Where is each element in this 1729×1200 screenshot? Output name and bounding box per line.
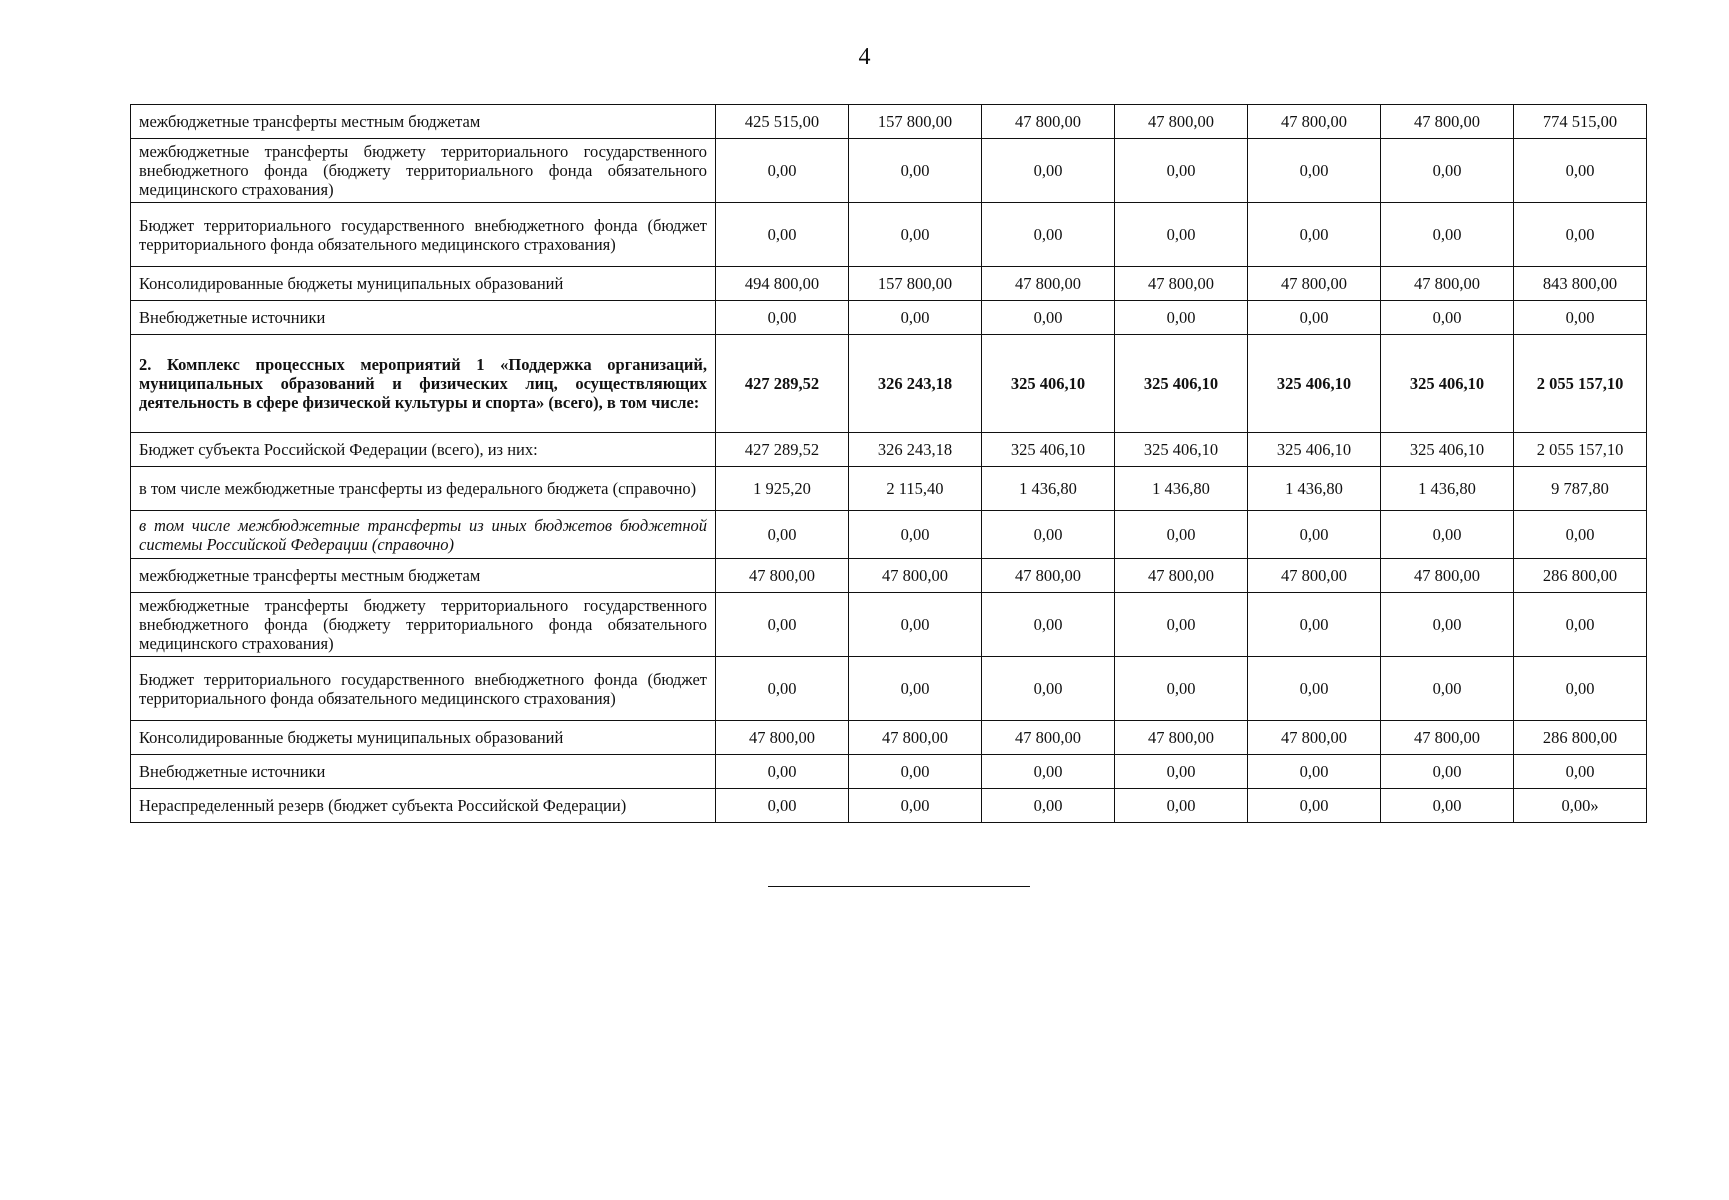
- row-label: Бюджет территориального государственного внебюджетного фонда (бюджет территориального фонда обязательного медицинского страхования): [131, 657, 716, 721]
- row-label: межбюджетные трансферты местным бюджетам: [131, 105, 716, 139]
- value-cell: 0,00: [1381, 511, 1514, 559]
- budget-table: [130, 104, 1647, 823]
- table-row: [131, 467, 1647, 511]
- value-cell: 427 289,52: [716, 433, 849, 467]
- value-cell: 774 515,00: [1514, 105, 1647, 139]
- row-label: Консолидированные бюджеты муниципальных образований: [131, 721, 716, 755]
- value-cell: 47 800,00: [982, 267, 1115, 301]
- value-cell: 0,00: [1115, 511, 1248, 559]
- table-row: [131, 789, 1647, 823]
- row-label: Нераспределенный резерв (бюджет субъекта Российской Федерации): [131, 789, 716, 823]
- value-cell: 0,00: [982, 511, 1115, 559]
- value-cell: 0,00: [1248, 139, 1381, 203]
- value-cell: 325 406,10: [1381, 335, 1514, 433]
- value-cell: 0,00: [849, 203, 982, 267]
- value-cell: 47 800,00: [1381, 559, 1514, 593]
- value-cell: 0,00: [1381, 755, 1514, 789]
- value-cell: 47 800,00: [1381, 721, 1514, 755]
- value-cell: 0,00: [1248, 789, 1381, 823]
- value-cell: 0,00: [849, 511, 982, 559]
- table-row: [131, 755, 1647, 789]
- row-label: Консолидированные бюджеты муниципальных образований: [131, 267, 716, 301]
- value-cell: 0,00: [849, 593, 982, 657]
- value-cell: 0,00: [849, 301, 982, 335]
- table-row: [131, 203, 1647, 267]
- value-cell: 1 436,80: [1381, 467, 1514, 511]
- value-cell: 0,00: [716, 203, 849, 267]
- value-cell: 1 436,80: [982, 467, 1115, 511]
- table-row: [131, 721, 1647, 755]
- value-cell: 0,00: [1248, 755, 1381, 789]
- value-cell: 0,00: [1381, 789, 1514, 823]
- table-row: [131, 105, 1647, 139]
- row-label: в том числе межбюджетные трансферты из иных бюджетов бюджетной системы Российской Федерации (справочно): [131, 511, 716, 559]
- value-cell: 0,00: [849, 657, 982, 721]
- value-cell: 0,00: [1514, 301, 1647, 335]
- value-cell: 47 800,00: [1248, 105, 1381, 139]
- value-cell: 2 115,40: [849, 467, 982, 511]
- value-cell: 0,00: [1514, 511, 1647, 559]
- value-cell: 325 406,10: [1248, 433, 1381, 467]
- page-number: 4: [858, 44, 871, 70]
- value-cell: 0,00: [1248, 203, 1381, 267]
- value-cell: 0,00: [1248, 657, 1381, 721]
- value-cell: 0,00: [716, 593, 849, 657]
- value-cell: 47 800,00: [1248, 267, 1381, 301]
- value-cell: 0,00: [716, 301, 849, 335]
- table-row: [131, 267, 1647, 301]
- table-row: [131, 301, 1647, 335]
- value-cell: 494 800,00: [716, 267, 849, 301]
- value-cell: 0,00: [1514, 593, 1647, 657]
- value-cell: 0,00: [982, 593, 1115, 657]
- table-row: [131, 335, 1647, 433]
- row-label: межбюджетные трансферты бюджету территориального государственного внебюджетного фонда (бюджету территориального фонда обязательного медицинского страхования): [131, 593, 716, 657]
- value-cell: 0,00: [1115, 301, 1248, 335]
- value-cell: 47 800,00: [849, 721, 982, 755]
- value-cell: 0,00: [1248, 301, 1381, 335]
- end-separator-line: [768, 886, 1030, 887]
- table-row: [131, 433, 1647, 467]
- value-cell: 0,00: [1514, 203, 1647, 267]
- value-cell: 0,00: [1248, 593, 1381, 657]
- value-cell: 0,00: [1381, 657, 1514, 721]
- value-cell: 0,00: [1514, 657, 1647, 721]
- value-cell: 0,00: [1381, 203, 1514, 267]
- value-cell: 325 406,10: [982, 335, 1115, 433]
- value-cell: 0,00: [982, 789, 1115, 823]
- value-cell: 0,00: [1514, 139, 1647, 203]
- row-label: 2. Комплекс процессных мероприятий 1 «Поддержка организаций, муниципальных образований и физических лиц, осуществляющих деятельность в сфере физической культуры и спорта» (всего), в том числе:: [131, 335, 716, 433]
- value-cell: 0,00»: [1514, 789, 1647, 823]
- value-cell: 9 787,80: [1514, 467, 1647, 511]
- value-cell: 0,00: [1381, 593, 1514, 657]
- value-cell: 1 436,80: [1248, 467, 1381, 511]
- value-cell: 0,00: [982, 203, 1115, 267]
- value-cell: 0,00: [1248, 511, 1381, 559]
- value-cell: 0,00: [1381, 139, 1514, 203]
- value-cell: 2 055 157,10: [1514, 433, 1647, 467]
- value-cell: 326 243,18: [849, 433, 982, 467]
- value-cell: 47 800,00: [1115, 721, 1248, 755]
- row-label: Внебюджетные источники: [131, 755, 716, 789]
- value-cell: 47 800,00: [849, 559, 982, 593]
- value-cell: 0,00: [982, 139, 1115, 203]
- value-cell: 47 800,00: [1115, 559, 1248, 593]
- value-cell: 2 055 157,10: [1514, 335, 1647, 433]
- row-label: Бюджет субъекта Российской Федерации (всего), из них:: [131, 433, 716, 467]
- budget-table-body: [131, 105, 1647, 823]
- value-cell: 47 800,00: [982, 559, 1115, 593]
- table-row: [131, 593, 1647, 657]
- value-cell: 325 406,10: [1248, 335, 1381, 433]
- value-cell: 326 243,18: [849, 335, 982, 433]
- value-cell: 0,00: [1115, 139, 1248, 203]
- value-cell: 0,00: [1115, 755, 1248, 789]
- value-cell: 0,00: [716, 657, 849, 721]
- value-cell: 0,00: [849, 789, 982, 823]
- value-cell: 0,00: [849, 139, 982, 203]
- row-label: Бюджет территориального государственного внебюджетного фонда (бюджет территориального фонда обязательного медицинского страхования): [131, 203, 716, 267]
- value-cell: 0,00: [1381, 301, 1514, 335]
- value-cell: 0,00: [716, 511, 849, 559]
- row-label: межбюджетные трансферты местным бюджетам: [131, 559, 716, 593]
- row-label: в том числе межбюджетные трансферты из федерального бюджета (справочно): [131, 467, 716, 511]
- value-cell: 0,00: [1115, 203, 1248, 267]
- value-cell: 843 800,00: [1514, 267, 1647, 301]
- value-cell: 425 515,00: [716, 105, 849, 139]
- value-cell: 1 925,20: [716, 467, 849, 511]
- table-row: [131, 511, 1647, 559]
- value-cell: 0,00: [849, 755, 982, 789]
- value-cell: 325 406,10: [982, 433, 1115, 467]
- value-cell: 325 406,10: [1381, 433, 1514, 467]
- row-label: межбюджетные трансферты бюджету территориального государственного внебюджетного фонда (бюджету территориального фонда обязательного медицинского страхования): [131, 139, 716, 203]
- value-cell: 47 800,00: [1381, 267, 1514, 301]
- value-cell: 0,00: [1115, 789, 1248, 823]
- table-row: [131, 559, 1647, 593]
- value-cell: 1 436,80: [1115, 467, 1248, 511]
- value-cell: 0,00: [982, 755, 1115, 789]
- value-cell: 47 800,00: [982, 105, 1115, 139]
- value-cell: 0,00: [982, 301, 1115, 335]
- value-cell: 47 800,00: [1381, 105, 1514, 139]
- value-cell: 0,00: [1115, 593, 1248, 657]
- value-cell: 286 800,00: [1514, 559, 1647, 593]
- table-row: [131, 657, 1647, 721]
- value-cell: 47 800,00: [1115, 105, 1248, 139]
- value-cell: 157 800,00: [849, 267, 982, 301]
- value-cell: 0,00: [716, 139, 849, 203]
- value-cell: 0,00: [716, 755, 849, 789]
- value-cell: 0,00: [1115, 657, 1248, 721]
- value-cell: 427 289,52: [716, 335, 849, 433]
- value-cell: 325 406,10: [1115, 433, 1248, 467]
- value-cell: 47 800,00: [716, 559, 849, 593]
- value-cell: 325 406,10: [1115, 335, 1248, 433]
- value-cell: 47 800,00: [1248, 721, 1381, 755]
- value-cell: 0,00: [716, 789, 849, 823]
- table-row: [131, 139, 1647, 203]
- value-cell: 47 800,00: [982, 721, 1115, 755]
- value-cell: 0,00: [1514, 755, 1647, 789]
- value-cell: 47 800,00: [716, 721, 849, 755]
- value-cell: 157 800,00: [849, 105, 982, 139]
- row-label: Внебюджетные источники: [131, 301, 716, 335]
- value-cell: 286 800,00: [1514, 721, 1647, 755]
- value-cell: 0,00: [982, 657, 1115, 721]
- value-cell: 47 800,00: [1115, 267, 1248, 301]
- value-cell: 47 800,00: [1248, 559, 1381, 593]
